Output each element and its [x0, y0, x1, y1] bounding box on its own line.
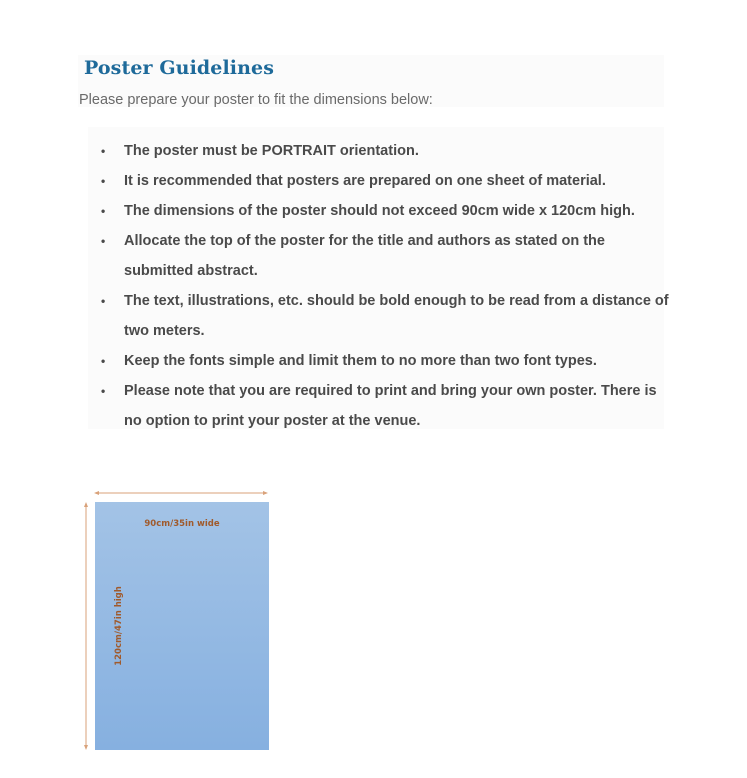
bullet-icon: •: [101, 354, 106, 368]
guideline-text: Please note that you are required to print and bring your own poster. There is no option to print your poster at the venue.: [124, 383, 657, 429]
guideline-text: The text, illustrations, etc. should be bold enough to be read from a distance of two meters.: [124, 293, 669, 339]
list-item: [100, 166, 670, 196]
width-arrow-icon: [94, 491, 268, 495]
intro-text: Please prepare your poster to fit the dimensions below:: [79, 92, 433, 108]
bullet-icon: •: [101, 294, 106, 308]
list-item: [100, 196, 670, 226]
page-title: Poster Guidelines: [84, 57, 275, 79]
bullet-icon: •: [101, 234, 106, 248]
width-label: 90cm/35in wide: [144, 519, 220, 529]
list-item: [100, 376, 670, 436]
guidelines-list: [100, 136, 670, 436]
guideline-text: Keep the fonts simple and limit them to no more than two font types.: [124, 353, 597, 369]
bullet-icon: •: [101, 144, 106, 158]
guideline-text: Allocate the top of the poster for the title and authors as stated on the submitted abstract.: [124, 233, 605, 279]
list-item: [100, 286, 670, 346]
bullet-icon: •: [101, 384, 106, 398]
bullet-icon: •: [101, 174, 106, 188]
guideline-text: The poster must be PORTRAIT orientation.: [124, 143, 419, 159]
list-item: [100, 346, 670, 376]
poster-dimension-diagram: [80, 482, 275, 757]
list-item: [100, 136, 670, 166]
list-item: [100, 226, 670, 286]
height-label: 120cm/47in high: [114, 586, 124, 666]
bullet-icon: •: [101, 204, 106, 218]
height-arrow-icon: [84, 502, 88, 750]
guideline-text: The dimensions of the poster should not exceed 90cm wide x 120cm high.: [124, 203, 635, 219]
guideline-text: It is recommended that posters are prepared on one sheet of material.: [124, 173, 606, 189]
